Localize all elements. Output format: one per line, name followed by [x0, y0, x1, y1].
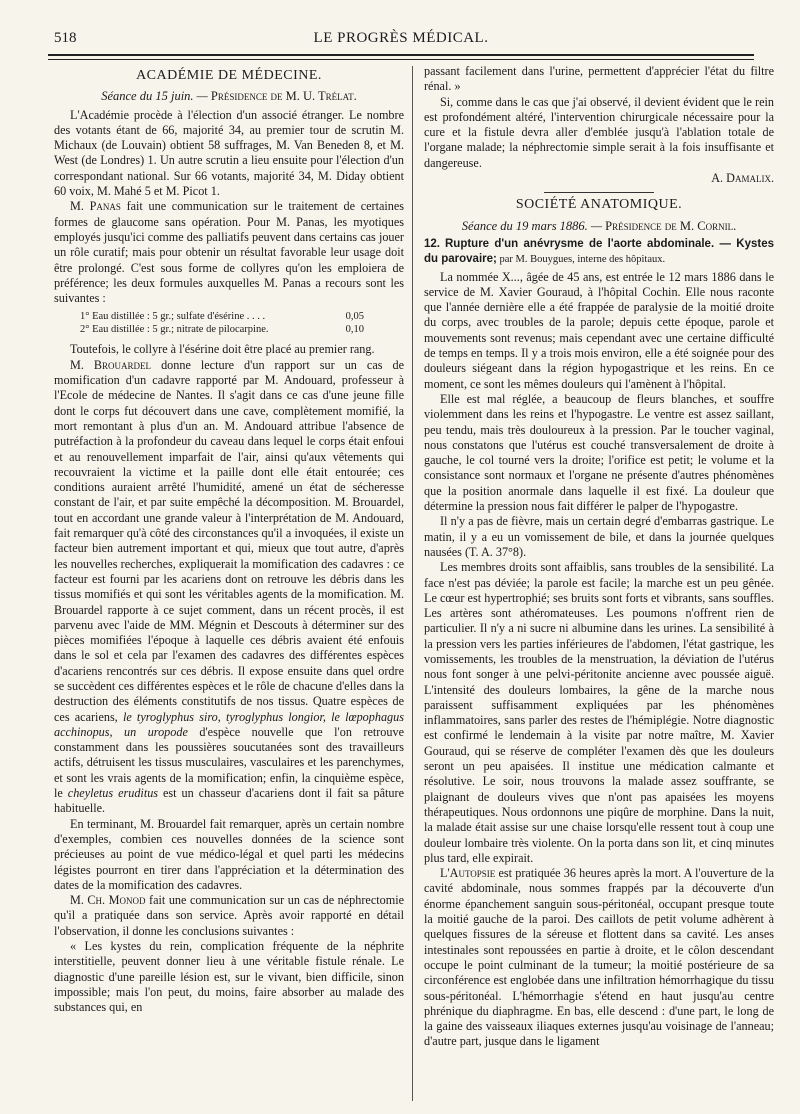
- paragraph: Si, comme dans le cas que j'ai observé, il devient évident que le rein est profondément altéré, l'intervention chirurgicale nécessaire pour la cure et la fistule devra aller d'emblée jusqu'à l'ablation totale de l'organe malade; la néphrectomie simple serait à la fois insuffisante et dangereuse.: [424, 94, 774, 170]
- page-number: 518: [54, 30, 77, 46]
- paragraph-text: fait une communication sur le traitement de certaines formes de glaucome sans opération. Pour M. Panas, les myotiques employés jusqu'ici comme des palliatifs peuvent dans certains cas jouer un rôle curatif; mais pour obtenir un résultat favorable leur usage doit être prolongé. C'est sous forme de collyres qu'on les emploiera de préférence; les deux formules auxquelles M. Panas a recours sont les suivantes :: [54, 199, 404, 306]
- observation-title: [424, 237, 774, 268]
- right-column: [424, 64, 774, 1050]
- paragraph: En terminant, M. Brouardel fait remarquer, après un certain nombre d'exemples, combien ces nouvelles données de la science sont précieuses au point de vue médico-légal et quel parti les médecins légistes pourront en tirer dans l'appréciation et la détermination des dates de la momification des cadavres.: [54, 816, 404, 892]
- paragraph-text: fait une communication sur un cas de néphrectomie qu'il a pratiquée dans son service. Après avoir rapporté en détail l'observation, il donne les conclusions suivantes :: [54, 893, 404, 938]
- header-rule: [48, 54, 754, 60]
- paragraph: La nommée X..., âgée de 45 ans, est entrée le 12 mars 1886 dans le service de M. Xavier Gouraud, à l'hôpital Cochin. Elle nous raconte que l'année dernière elle a été frappée de paralysie de la moitié droite du corps, avec troubles de la parole; depuis cette époque, parole et mouvements sont revenus; mais cependant avec une certaine difficulté de temps en temps. Il y a trois mois environ, elle a été soignée pour des douleurs siégeant dans la région hypogastrique et les reins. En ce moment, ce sont les mêmes douleurs qui l'amènent à l'hôpital.: [424, 269, 774, 391]
- paragraph: Les membres droits sont affaiblis, sans troubles de la sensibilité. La face n'est pas déviée; la parole est facile; la marche est un peu gênée. Le cœur est hypertrophié; ses bruits sont forts et vibrants, sans souffles. Les artères sont athéromateuses. Les poumons n'offrent rien de particulier. Il n'y a ni sucre ni albumine dans les urines. La sensibilité à la pression vers les parties inférieures de l'abdomen, l'état gastrique, les vomissements, les troubles de la menstruation, la déviation de l'utérus nous font songer à une pelvi-péritonite ancienne avec poussée aiguë. L'intensité des douleurs lombaires, la gêne de la marche nous paraissent suffisamment expliquées par les phénomènes inflammatoires, sans parler des restes de l'hémiplégie. Notre diagnostic est confirmé le lendemain à la visite par notre maître, M. Xavier Gouraud, qui se réserve de compléter l'examen dès que les douleurs seront un peu apaisées. Il institue une médication calmante et résolutive. Le soir, nous trouvons la malade assez souffrante, se plaignant de douleurs vives que n'ont pas apaisées les moyens thérapeutiques. Nous ordonnons une piqûre de morphine. Dans la nuit, la malade était assise sur une chaise lorsqu'elle ressent tout à coup une douleur lombaire très violente. On la porta dans son lit, et cinq minutes plus tard, elle expirait.: [424, 560, 774, 865]
- column-divider: [412, 66, 413, 1101]
- journal-title: LE PROGRÈS MÉDICAL.: [313, 30, 489, 46]
- page-header: [48, 28, 754, 50]
- session-president: Présidence de M. Cornil.: [605, 218, 737, 233]
- paragraph-text: donne lecture d'un rapport sur un cas de momification d'un cadavre rapporté par M. Andouard, professeur à l'Ecole de médecine de Nantes. Il s'agit dans ce cas d'une jeune fille dont le corps fut découvert dans une cave, complètement momifié, la mort remontant à plus d'un an. M. Andouard attribue l'absence de putréfaction à la profondeur du caveau dans lequel le corps était enfoui et au renouvellement imparfait de l'air, ainsi qu'aux vêtements qui recouvraient la victime et la paille dont elle était entourée; ces conditions auraient arrêté l'humidité, amené un état de sécheresse constant de l'air, et par suite empêché la décomposition. M. Brouardel, tout en accordant une grande valeur à l'interprétation de M. Andouard, fait remarquer qu'à côté des circonstances qu'il a invoquées, il existe un facteur bien autrement important et qui, mieux que tout autre, d'après les nouvelles recherches, expliquerait la momification des cadavres : ce facteur est fourni par les acariens dont on retrouve les débris dans les tissus momifiés et qui sont les véritables agents de la momification. M. Brouardel rapporte à ce sujet comment, dans un récent procès, il est parvenu avec l'aide de MM. Mégnin et Descouts à déterminer sur des pièces momifiées l'époque à laquelle ces débris avaient été enfouis dans le sol et cela par l'examen des cadavres des différentes espèces d'acariens rencontrés sur ces débris. Il expose ensuite dans quel ordre se succèdent ces différentes espèces et le rôle de chacune d'elles dans la destruction des éléments constitutifs de nos tissus. Quatre espèces de ces acariens,: [54, 357, 404, 724]
- speaker-name: M. Brouardel: [70, 357, 152, 372]
- observation-number: 12.: [424, 237, 440, 250]
- section-title-academie: ACADÉMIE DE MÉDECINE.: [136, 68, 322, 83]
- paragraph: L'Académie procède à l'élection d'un associé étranger. Le nombre des votants étant de 66, majorité 34, au premier tour de scrutin M. Michaux (de Louvain) obtient 58 suffrages, M. Van Beneden 8, et M. West (de Londres) 1. Un autre scrutin a lieu ensuite pour l'élection d'un correspondant national. Sur 66 votants, majorité 34, M. Diday obtient 60 voix, M. Mahé 5 et M. Picot 1.: [54, 107, 404, 199]
- paragraph: Il n'y a pas de fièvre, mais un certain degré d'embarras gastrique. Le matin, il y a eu un vomissement de bile, et dans la journée quelques nausées (T. A. 37°8).: [424, 514, 774, 559]
- left-column: [54, 64, 404, 1016]
- formula-label: 1° Eau distillée : 5 gr.; sulfate d'ésérine . . . .: [80, 311, 266, 323]
- section-divider: [544, 192, 654, 193]
- paragraph: passant facilement dans l'urine, permettent d'apprécier l'état du filtre rénal. »: [424, 64, 774, 94]
- formula-line: [80, 323, 404, 336]
- session-president: Présidence de M. U. Trélat.: [210, 89, 357, 104]
- species-names: le tyroglyphus siro, tyroglyphus longior, le lœpophagus acchinopus, un uropode: [54, 709, 404, 739]
- paragraph-text: est pratiquée 36 heures après la mort. A l'ouverture de la cavité abdominale, nous sommes frappés par la découverte d'un énorme épanchement sanguin sous-péritonéal, occupant presque toute la moitié gauche de la paroi. Des caillots de petit volume adhèrent à quelques fissures de la séreuse et flottent dans sa cavité. Les anses intestinales sont repoussées en partie à droite, et le côlon descendant occupe le point culminant de la tumeur; la moitié postérieure de sa circonférence est englobée dans une infiltration hémorrhagique du tissu sous-péritonéal. L'hémorrhagie s'étend en haut jusqu'au centre phrénique du diaphragme. En bas, elle descend : d'une part, le long de la gaine des vaisseaux iliaques externes jusqu'au voisinage de l'anneau; d'autre part, jusque dans le ligament: [424, 866, 774, 1049]
- paragraph: « Les kystes du rein, complication fréquente de la néphrite interstitielle, peuvent donner lieu à une véritable fistule rénale. Le diagnostic d'une pareille lésion est, sur le vivant, bien difficile, sinon impossible; mais l'on peut, du moins, faire absorber au malade des substances qui, en: [54, 939, 404, 1015]
- speaker-name: M. Panas: [70, 199, 121, 214]
- formula-dose: 0,05: [345, 311, 364, 323]
- signature: [424, 171, 774, 186]
- paragraph: [54, 199, 404, 306]
- observation-heading: Rupture d'un anévrysme de l'aorte abdominale. — Kystes du parovaire;: [424, 237, 774, 266]
- paragraph-text: d'espèce nouvelle que l'on retrouve constamment dans les poussières soucutanées sont des travailleurs actifs, détruisent les tissus musculaires, vasculaires et les parenchymes, et sont les vrais agents de la momification; enfin, la cinquième espèce, le: [54, 724, 405, 801]
- speaker-name: M. Ch. Monod: [70, 893, 146, 908]
- paragraph-text: est un chasseur d'acariens dont il fait sa pâture habituelle.: [54, 786, 404, 816]
- section-title-societe: SOCIÉTÉ ANATOMIQUE.: [515, 197, 683, 213]
- signature-text: A. Damalix.: [711, 171, 774, 186]
- species-name: cheyletus eruditus: [67, 786, 159, 801]
- session-line: [54, 89, 404, 104]
- formula-label: 2° Eau distillée : 5 gr.; nitrate de pilocarpine.: [80, 324, 269, 336]
- autopsy-label: L'Autopsie: [440, 866, 496, 881]
- paragraph: [54, 893, 404, 939]
- session-date: Séance du 19 mars 1886. —: [461, 218, 603, 233]
- formula-dose: 0,10: [345, 324, 364, 336]
- paragraph: Toutefois, le collyre à l'ésérine doit être placé au premier rang.: [70, 342, 375, 357]
- session-line: [424, 219, 774, 234]
- formula-line: [80, 310, 404, 323]
- formula-list: [80, 310, 404, 336]
- paragraph: Elle est mal réglée, a beaucoup de fleurs blanches, et souffre violemment dans les reins et l'hypogastre. Le ventre est assez saillant, peu tendu, mais très douloureux à la pression. Par le toucher vaginal, nous constatons que l'utérus est couché transversalement de droite à gauche, le col tourné vers la droite; l'orifice est petit; le volume et la consistance sont normaux et l'organe ne présente d'autres phénomènes que la position anormale dans laquelle il est fixé. La douleur que détermine la pression nous fait différer le palper de l'hypogastre.: [424, 391, 774, 514]
- session-date: Séance du 15 juin. —: [101, 89, 208, 104]
- observation-author: par M. Bouygues, interne des hôpitaux.: [496, 254, 666, 266]
- paragraph: [424, 866, 774, 1050]
- paragraph: [54, 358, 404, 817]
